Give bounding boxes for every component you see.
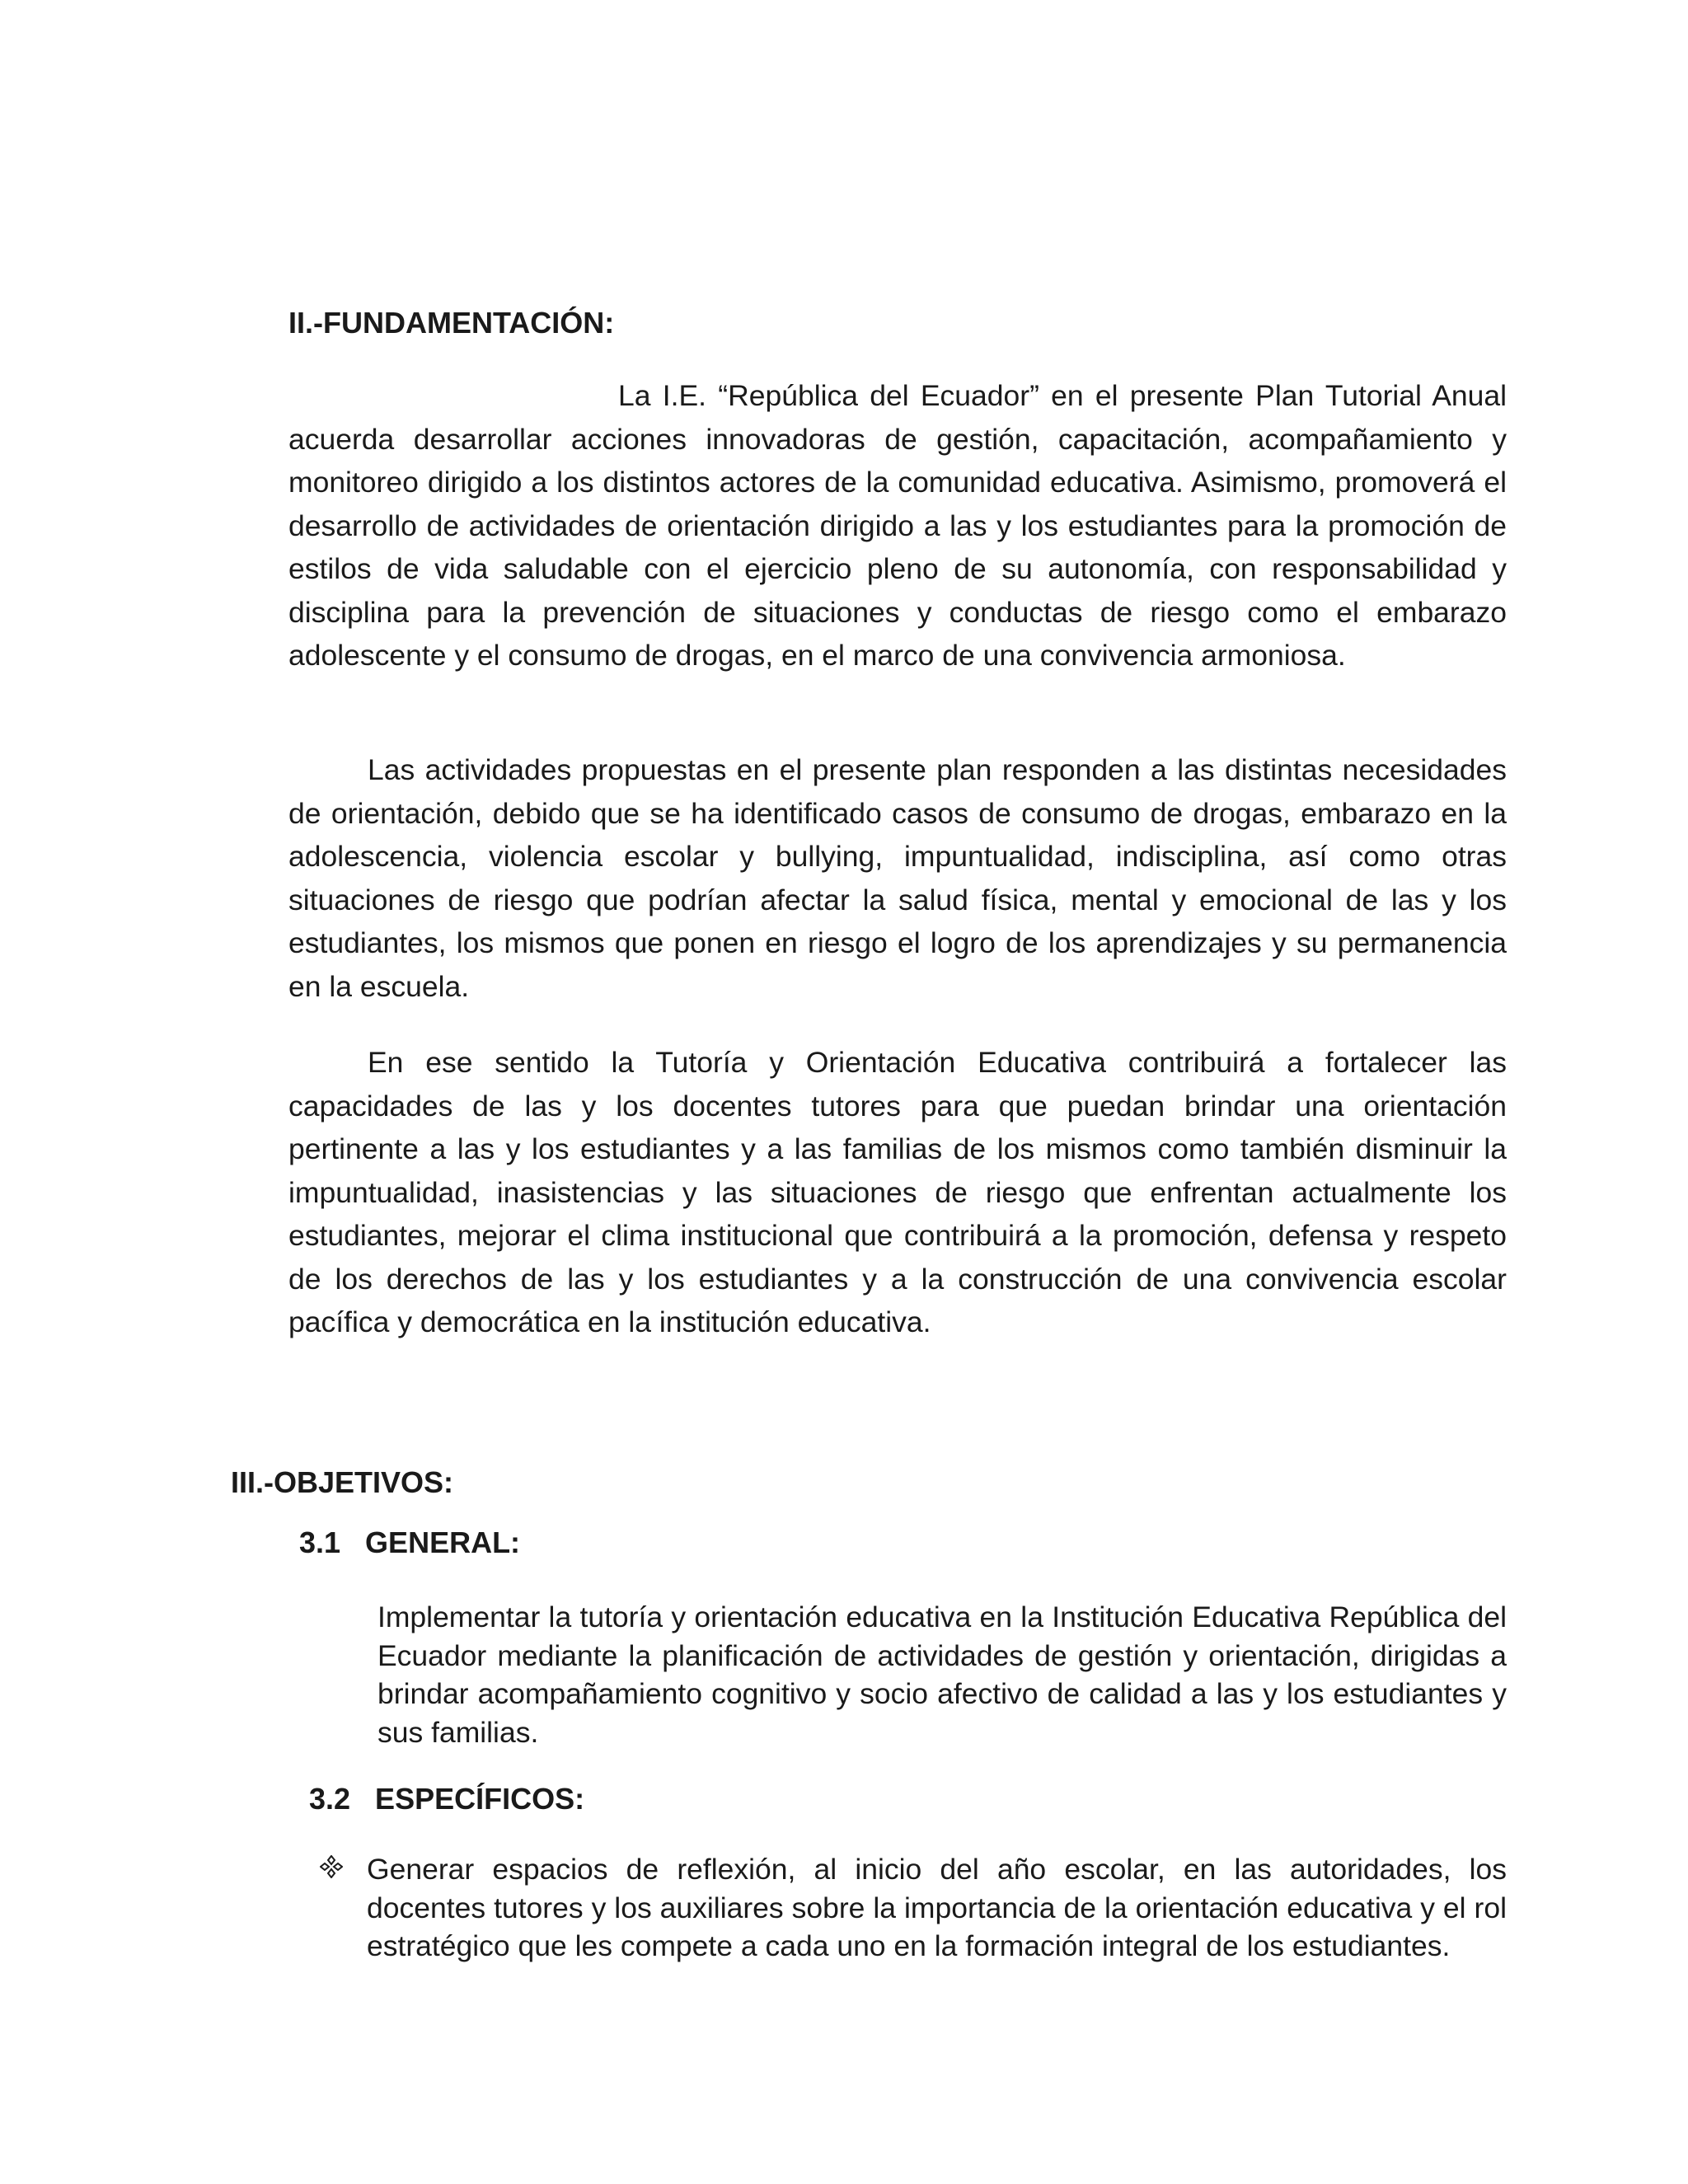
section-2-heading: II.-FUNDAMENTACIÓN: (288, 306, 615, 340)
specific-objective-text: Generar espacios de reflexión, al inicio del año escolar, en las autoridades, los docentes tutores y los auxiliares sobre la importancia de la orientación educativa y el rol estratégico que les compete a cada uno en la formación integral de los estudiantes. (367, 1853, 1507, 1962)
fundamentacion-paragraph-1: La I.E. “República del Ecuador” en el presente Plan Tutorial Anual acuerda desarrollar acciones innovadoras de gestión, capacitación, acompañamiento y monitoreo dirigido a los distintos actores de la comunidad educativa. Asimismo, promoverá el desarrollo de actividades de orientación dirigido a las y los estudiantes para la promoción de estilos de vida saludable con el ejercicio pleno de su autonomía, con responsabilidad y disciplina para la prevención de situaciones y conductas de riesgo como el embarazo adolescente y el consumo de drogas, en el marco de una convivencia armoniosa. (288, 379, 1507, 672)
section-3-heading: III.-OBJETIVOS: (231, 1465, 454, 1499)
fundamentacion-paragraph-2: Las actividades propuestas en el presente plan responden a las distintas necesidades de orientación, debido que se ha identificado casos de consumo de drogas, embarazo en la adolescencia, violencia escolar y bullying, impuntualidad, indisciplina, así como otras situaciones de riesgo que podrían afectar la salud física, mental y emocional de las y los estudiantes, los mismos que ponen en riesgo el logro de los aprendizajes y su permanencia en la escuela. (288, 753, 1507, 1003)
general-objective-heading: 3.1 GENERAL: (299, 1526, 521, 1559)
four-diamond-bullet-icon (320, 1855, 343, 1878)
fundamentacion-paragraph-3: En ese sentido la Tutoría y Orientación Educativa contribuirá a fortalecer las capacidades de las y los docentes tutores para que puedan brindar una orientación pertinente a las y los estudiantes y a las familias de los mismos como también disminuir la impuntualidad, inasistencias y las situaciones de riesgo que enfrentan actualmente los estudiantes, mejorar el clima institucional que contribuirá a la promoción, defensa y respeto de los derechos de las y los estudiantes y a la construcción de una convivencia escolar pacífica y democrática en la institución educativa. (288, 1046, 1507, 1338)
general-objective-text: Implementar la tutoría y orientación educativa en la Institución Educativa República del Ecuador mediante la planificación de actividades de gestión y orientación, dirigidas a brindar acompañamiento cognitivo y socio afectivo de calidad a las y los estudiantes y sus familias. (377, 1601, 1507, 1749)
specific-objectives-heading: 3.2 ESPECÍFICOS: (309, 1782, 585, 1816)
specific-objective-item (320, 1850, 1507, 2015)
